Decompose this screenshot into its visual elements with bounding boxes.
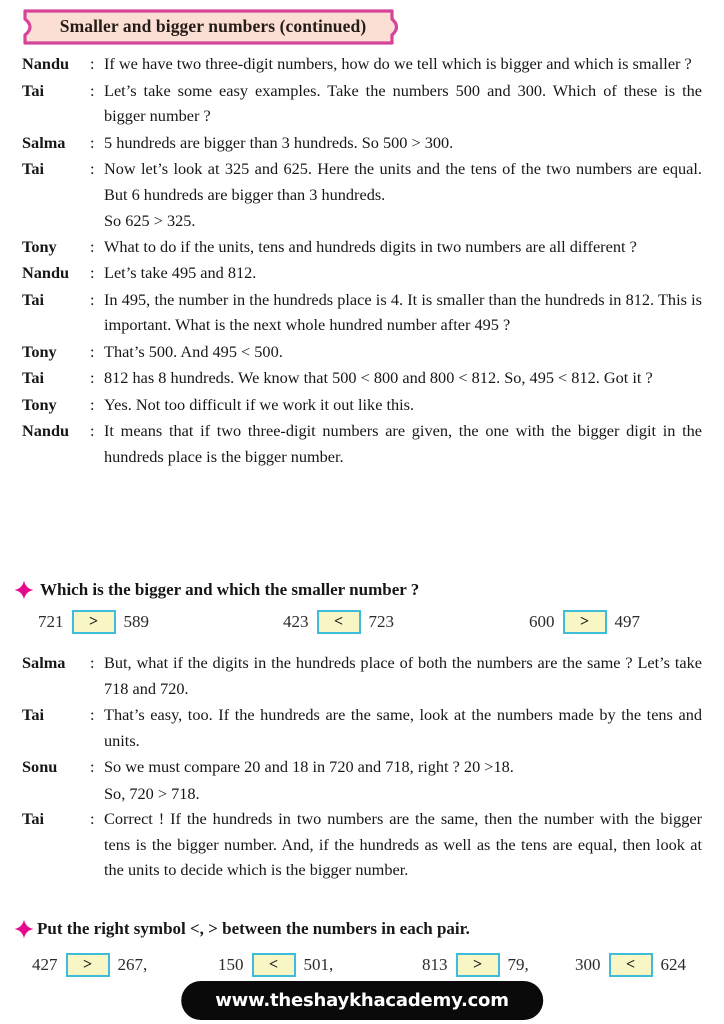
dialogue-line	[22, 754, 702, 780]
dialogue-speaker: Tony	[22, 236, 57, 256]
pair-left-number: 813	[422, 955, 448, 974]
sparkle-icon	[14, 919, 34, 939]
dialogue-speaker: Tai	[22, 705, 45, 724]
banner-title: Smaller and bigger numbers (continued)	[59, 16, 367, 36]
dialogue-speaker: Tony	[22, 394, 57, 414]
site-url-text: www.theshaykhacademy.com	[215, 990, 509, 1011]
dialogue-line	[22, 806, 702, 883]
comparison-pair	[529, 607, 640, 637]
pair-left-number: 721	[38, 612, 64, 631]
comparison-pair	[422, 950, 529, 980]
dialogue-speaker: Nandu	[22, 421, 70, 440]
dialogue-text: Now let’s look at 325 and 625. Here the units and the tens of the two numbers are equal. But 6 hundreds are bigger than 3 hundreds.	[104, 159, 702, 204]
dialogue-line	[22, 339, 702, 365]
exercise-2-heading-text: Put the right symbol <, > between the numbers in each pair.	[37, 919, 470, 938]
dialogue-colon: :	[90, 341, 95, 361]
dialogue-text: Correct ! If the hundreds in two numbers are the same, then the number with the bigger tens is the bigger number. And, if the hundreds as well as the tens are equal, then look at the units to decide which is the bigger number.	[104, 809, 702, 879]
section-title-banner	[22, 9, 404, 45]
exercise-1-answer-row	[0, 607, 724, 637]
dialogue-block-2	[22, 650, 702, 884]
dialogue-colon: :	[90, 263, 95, 282]
dialogue-text: 5 hundreds are bigger than 3 hundreds. So 500 > 300.	[104, 132, 454, 152]
dialogue-colon: :	[90, 368, 95, 387]
pair-right-number: 79,	[507, 955, 529, 974]
sparkle-icon	[14, 580, 34, 600]
dialogue-line	[22, 78, 702, 129]
comparison-pair	[218, 950, 333, 980]
dialogue-colon: :	[90, 132, 95, 152]
comparison-symbol-box[interactable]: <	[252, 953, 296, 977]
dialogue-colon: :	[90, 236, 95, 256]
dialogue-line	[22, 418, 702, 469]
dialogue-colon: :	[90, 809, 95, 828]
dialogue-line	[22, 234, 702, 260]
dialogue-speaker: Tai	[22, 809, 45, 828]
dialogue-colon: :	[90, 80, 95, 100]
dialogue-text: In 495, the number in the hundreds place is 4. It is smaller than the hundreds in 812. This is important. What is the next whole hundred number after 495 ?	[104, 289, 702, 334]
dialogue-text: What to do if the units, tens and hundreds digits in two numbers are all different ?	[104, 236, 637, 256]
pair-left-number: 150	[218, 955, 244, 974]
dialogue-line	[22, 650, 702, 701]
dialogue-continuation: So, 720 > 718.	[104, 783, 200, 803]
pair-left-number: 427	[32, 955, 58, 974]
dialogue-line	[22, 156, 702, 207]
dialogue-speaker: Tai	[22, 368, 45, 387]
dialogue-colon: :	[90, 394, 95, 414]
dialogue-line	[22, 51, 702, 77]
pair-right-number: 497	[614, 612, 640, 631]
dialogue-text: So we must compare 20 and 18 in 720 and 718, right ? 20 >18.	[104, 757, 514, 776]
pair-left-number: 600	[529, 612, 555, 631]
dialogue-text: Let’s take some easy examples. Take the numbers 500 and 300. Which of these is the bigger number ?	[104, 80, 702, 125]
dialogue-speaker: Tai	[22, 159, 45, 178]
dialogue-line	[22, 702, 702, 753]
dialogue-text: But, what if the digits in the hundreds place of both the numbers are the same ? Let’s take 718 and 720.	[104, 653, 702, 698]
exercise-1-heading-text: Which is the bigger and which the smaller number ?	[40, 580, 420, 599]
dialogue-text: It means that if two three-digit numbers are given, the one with the bigger digit in the hundreds place is the bigger number.	[104, 421, 702, 466]
dialogue-text: 812 has 8 hundreds. We know that 500 < 800 and 800 < 812. So, 495 < 812. Got it ?	[104, 368, 653, 387]
dialogue-speaker: Salma	[22, 132, 66, 152]
dialogue-colon: :	[90, 54, 95, 73]
dialogue-text: That’s 500. And 495 < 500.	[104, 341, 283, 361]
exercise-2-answer-row	[0, 950, 724, 980]
dialogue-colon: :	[90, 421, 95, 440]
dialogue-speaker: Nandu	[22, 263, 70, 282]
comparison-pair	[283, 607, 394, 637]
dialogue-speaker: Tony	[22, 341, 57, 361]
comparison-symbol-box[interactable]: >	[66, 953, 110, 977]
dialogue-text: Let’s take 495 and 812.	[104, 263, 257, 282]
dialogue-line	[22, 130, 702, 156]
exercise-1-heading-row	[14, 580, 419, 600]
dialogue-line	[22, 365, 702, 391]
comparison-symbol-box[interactable]: <	[609, 953, 653, 977]
dialogue-text: That’s easy, too. If the hundreds are the same, look at the numbers made by the tens and units.	[104, 705, 702, 750]
comparison-pair	[32, 950, 147, 980]
dialogue-speaker: Nandu	[22, 54, 70, 73]
site-watermark-badge	[181, 981, 543, 1020]
comparison-symbol-box[interactable]: >	[456, 953, 500, 977]
dialogue-colon: :	[90, 757, 95, 776]
dialogue-text: If we have two three-digit numbers, how do we tell which is bigger and which is smaller ?	[104, 54, 692, 73]
comparison-pair	[575, 950, 686, 980]
dialogue-colon: :	[90, 705, 95, 724]
dialogue-continuation: So 625 > 325.	[104, 211, 196, 230]
comparison-symbol-box[interactable]: >	[563, 610, 607, 634]
dialogue-speaker: Sonu	[22, 757, 58, 776]
pair-right-number: 267,	[117, 955, 148, 974]
comparison-symbol-box[interactable]: >	[72, 610, 116, 634]
dialogue-colon: :	[90, 289, 95, 309]
dialogue-line	[22, 392, 702, 418]
pair-left-number: 300	[575, 955, 601, 974]
dialogue-speaker: Salma	[22, 653, 66, 672]
dialogue-speaker: Tai	[22, 80, 45, 100]
dialogue-speaker: Tai	[22, 289, 45, 309]
dialogue-line	[22, 287, 702, 338]
dialogue-colon: :	[90, 159, 95, 178]
pair-right-number: 723	[368, 612, 394, 631]
comparison-pair	[38, 607, 149, 637]
dialogue-colon: :	[90, 653, 95, 672]
comparison-symbol-box[interactable]: <	[317, 610, 361, 634]
pair-right-number: 501,	[303, 955, 334, 974]
pair-left-number: 423	[283, 612, 309, 631]
dialogue-block-1	[22, 51, 702, 470]
dialogue-line	[22, 260, 702, 286]
exercise-2-heading-row	[14, 919, 470, 939]
pair-right-number: 589	[123, 612, 149, 631]
pair-right-number: 624	[660, 955, 686, 974]
dialogue-text: Yes. Not too difficult if we work it out like this.	[104, 394, 415, 414]
